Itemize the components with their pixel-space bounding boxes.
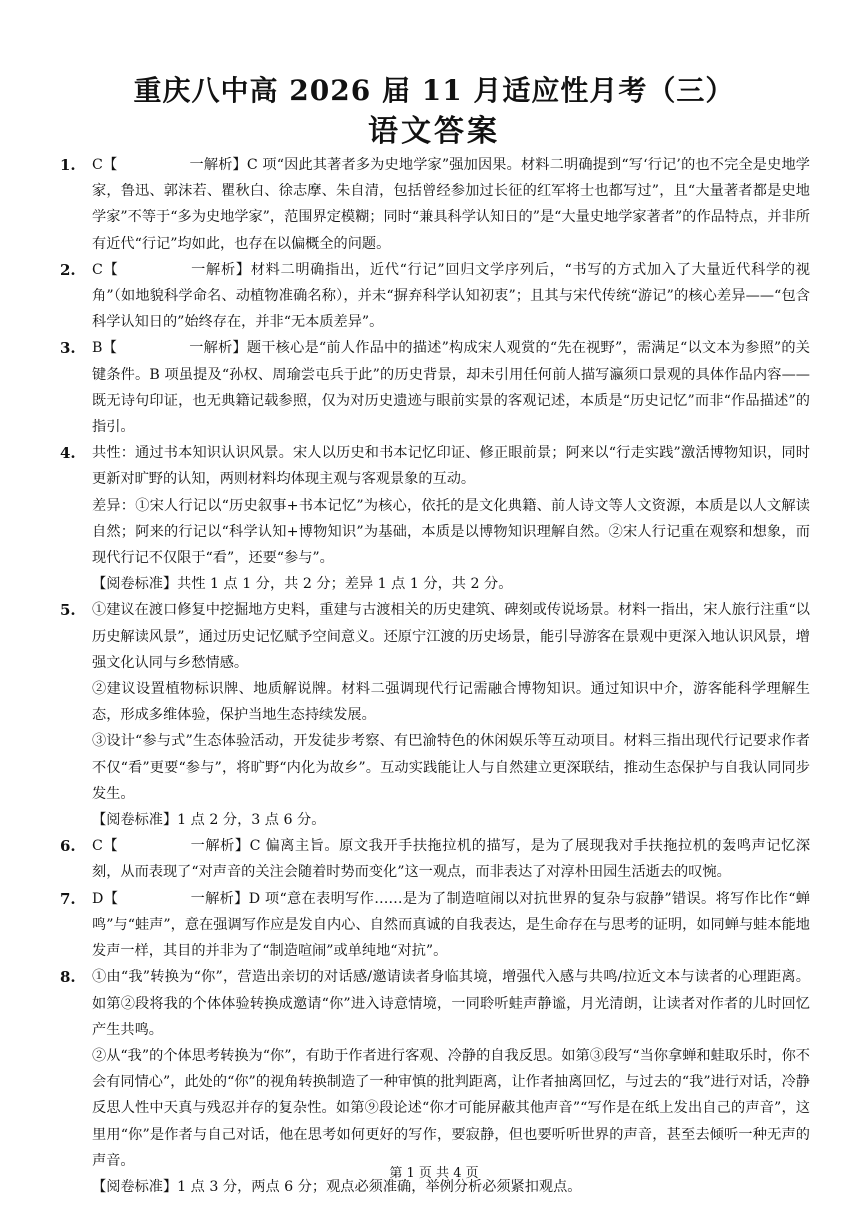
grading-standard: 【阅卷标准】1 点 3 分，两点 6 分；观点必须准确，举例分析必须紧扣观点。 — [92, 1178, 582, 1195]
answer-item — [60, 833, 810, 885]
answer-item — [60, 886, 810, 965]
answer-lead: C【 — [92, 838, 119, 855]
page-title: 重庆八中高 2026 届 11 月适应性月考（三） — [133, 74, 735, 107]
answer-paragraph: ①由“我”转换为“你”，营造出亲切的对话感/邀请读者身临其境，增强代入感与共鸣/拉近文本与读者的心理距离。如第②段将我的个体体验转换成邀请“你”进入诗意情境，一同聆听蛙声静谧，月光清朗，让读者对作者的儿时回忆产生共鸣。 — [92, 969, 810, 1038]
question-number: 8. — [60, 968, 76, 987]
answer-paragraph — [92, 257, 810, 336]
answer-lead: D【 — [92, 890, 119, 907]
answer-paragraph — [92, 833, 810, 885]
grading-standard: 【阅卷标准】共性 1 点 1 分，共 2 分；差异 1 点 1 分，共 2 分。 — [92, 576, 513, 593]
answer-lead: C【 — [92, 157, 118, 173]
question-number: 7. — [60, 889, 76, 908]
answer-item — [60, 257, 810, 336]
answer-paragraph: ③设计“参与式”生态体验活动，开发徒步考察、有巴渝特色的休闲娱乐等互动项目。材料三指出现代行记要求作者不仅“看”更要“参与”，将旷野“内化为故乡”。互动实践能让人与自然建立更深联结，推动生态保护与自我认同同步发生。 — [92, 733, 810, 802]
answer-paragraph: 差异：①宋人行记以“历史叙事+书本记忆”为核心，依托的是文化典籍、前人诗文等人文资源，本质是以人文解读自然；阿来的行记以“科学认知+博物知识”为基础，本质是以博物知识理解自然。②宋人行记重在观察和想象，而现代行记不仅限于“看”，还要“参与”。 — [92, 497, 810, 567]
answer-paragraph — [92, 152, 810, 257]
answer-paragraph — [92, 886, 810, 965]
page-subtitle: 语文答案 — [368, 114, 500, 149]
grading-standard: 【阅卷标准】1 点 2 分，3 点 6 分。 — [92, 812, 326, 829]
answer-item — [60, 335, 810, 440]
answer-paragraph — [92, 335, 810, 440]
question-number: 5. — [60, 601, 76, 620]
question-number: 1. — [60, 156, 76, 174]
answer-text: 一解析】题干核心是“前人作品中的描述”构成宋人观赏的“先在视野”，需满足“以文本为参照”的关键条件。B 项虽提及“孙权、周瑜尝屯兵于此”的历史背景，却未引用任何前人描写瀛须口景观的具体作品内容——既无诗句印证，也无典籍记载参照，仅为对历史遗迹与眼前实景的客观记述，本质是“历史记忆”而非“作品描述”的指引。 — [92, 340, 810, 436]
answer-paragraph: 共性：通过书本知识认识风景。宋人以历史和书本记忆印证、修正眼前景；阿来以“行走实践”激活博物知识，同时更新对旷野的认知，两则材料均体现主观与客观景象的互动。 — [92, 445, 810, 488]
answer-paragraph: ②建议设置植物标识牌、地质解说牌。材料二强调现代行记需融合博物知识。通过知识中介，游客能科学理解生态，形成多维体验，保护当地生态持续发展。 — [92, 681, 810, 724]
question-number: 6. — [60, 837, 76, 856]
answer-item — [60, 964, 810, 1200]
answer-text: 一解析】C 项“因此其著者多为史地学家”强加因果。材料二明确提到“写‘行记’的也不完全是史地学家，鲁迅、郭沫若、瞿秋白、徐志摩、朱自清，包括曾经参加过长征的红军将士也都写过”，且“大量著者都是史地学家”不等于“多为史地学家”，范围界定模糊；同时“兼具科学认知日的”是“大量史地学家著者”的作品特点，并非所有近代“行记”均如此，也存在以偏概全的问题。 — [92, 157, 810, 252]
answer-lead: C【 — [92, 261, 119, 278]
answer-item — [60, 152, 810, 257]
answer-text: 一解析】C 偏离主旨。原文我开手扶拖拉机的描写，是为了展现我对手扶拖拉机的轰鸣声记忆深刻，从而表现了“对声音的关注会随着时势而变化”这一观点，而非表达了对淳朴田园生活逝去的叹惋。 — [92, 838, 811, 881]
answer-item — [60, 597, 810, 833]
question-number: 4. — [60, 444, 76, 463]
answer-text: 一解析】材料二明确指出，近代“行记”回归文学序列后，“书写的方式加入了大量近代科学的视角”（如地貌科学命名、动植物准确名称），并未“摒弃科学认知初衷”；且其与宋代传统“游记”的核心差异——“包含科学认知日的”始终存在，并非“无本质差异”。 — [92, 261, 810, 331]
answer-paragraph: ②从“我”的个体思考转换为“你”，有助于作者进行客观、冷静的自我反思。如第③段写“当你拿蝉和蛙取乐时，你不会有同情心”，此处的“你”的视角转换制造了一种审慎的批判距离，让作者抽离回忆，与过去的“我”进行对话，冷静反思人性中天真与残忍并存的复杂性。如第⑨段论述“你才可能屏蔽其他声音”“写作是在纸上发出自己的声音”，这里用“你”是作者与自己对话，他在思考如何更好的写作，要寂静，但也要听听世界的声音，甚至去倾听一种无声的声音。 — [92, 1047, 810, 1169]
answer-list — [60, 152, 810, 1200]
answer-paragraph: ①建议在渡口修复中挖掘地方史料，重建与古渡相关的历史建筑、碑刻或传说场景。材料一指出，宋人旅行注重“以历史解读风景”，通过历史记忆赋予空间意义。还原宁江渡的历史场景，能引导游客在景观中更深入地认识风景，增强文化认同与乡愁情感。 — [92, 602, 810, 671]
answer-item — [60, 440, 810, 597]
question-number: 2. — [60, 260, 76, 279]
answer-lead: B【 — [92, 340, 118, 357]
question-number: 3. — [60, 339, 76, 358]
page-number: 第 1 页 共 4 页 — [389, 1166, 479, 1181]
answer-text: 一解析】D 项“意在表明写作……是为了制造喧闹以对抗世界的复杂与寂静”错误。将写作比作“蝉鸣”与“蛙声”，意在强调写作应是发自内心、自然而真诚的自我表达，是生命存在与思考的证明，如同蝉与蛙本能地发声一样，其目的并非为了“制造喧闹”或单纯地“对抗”。 — [92, 890, 810, 960]
